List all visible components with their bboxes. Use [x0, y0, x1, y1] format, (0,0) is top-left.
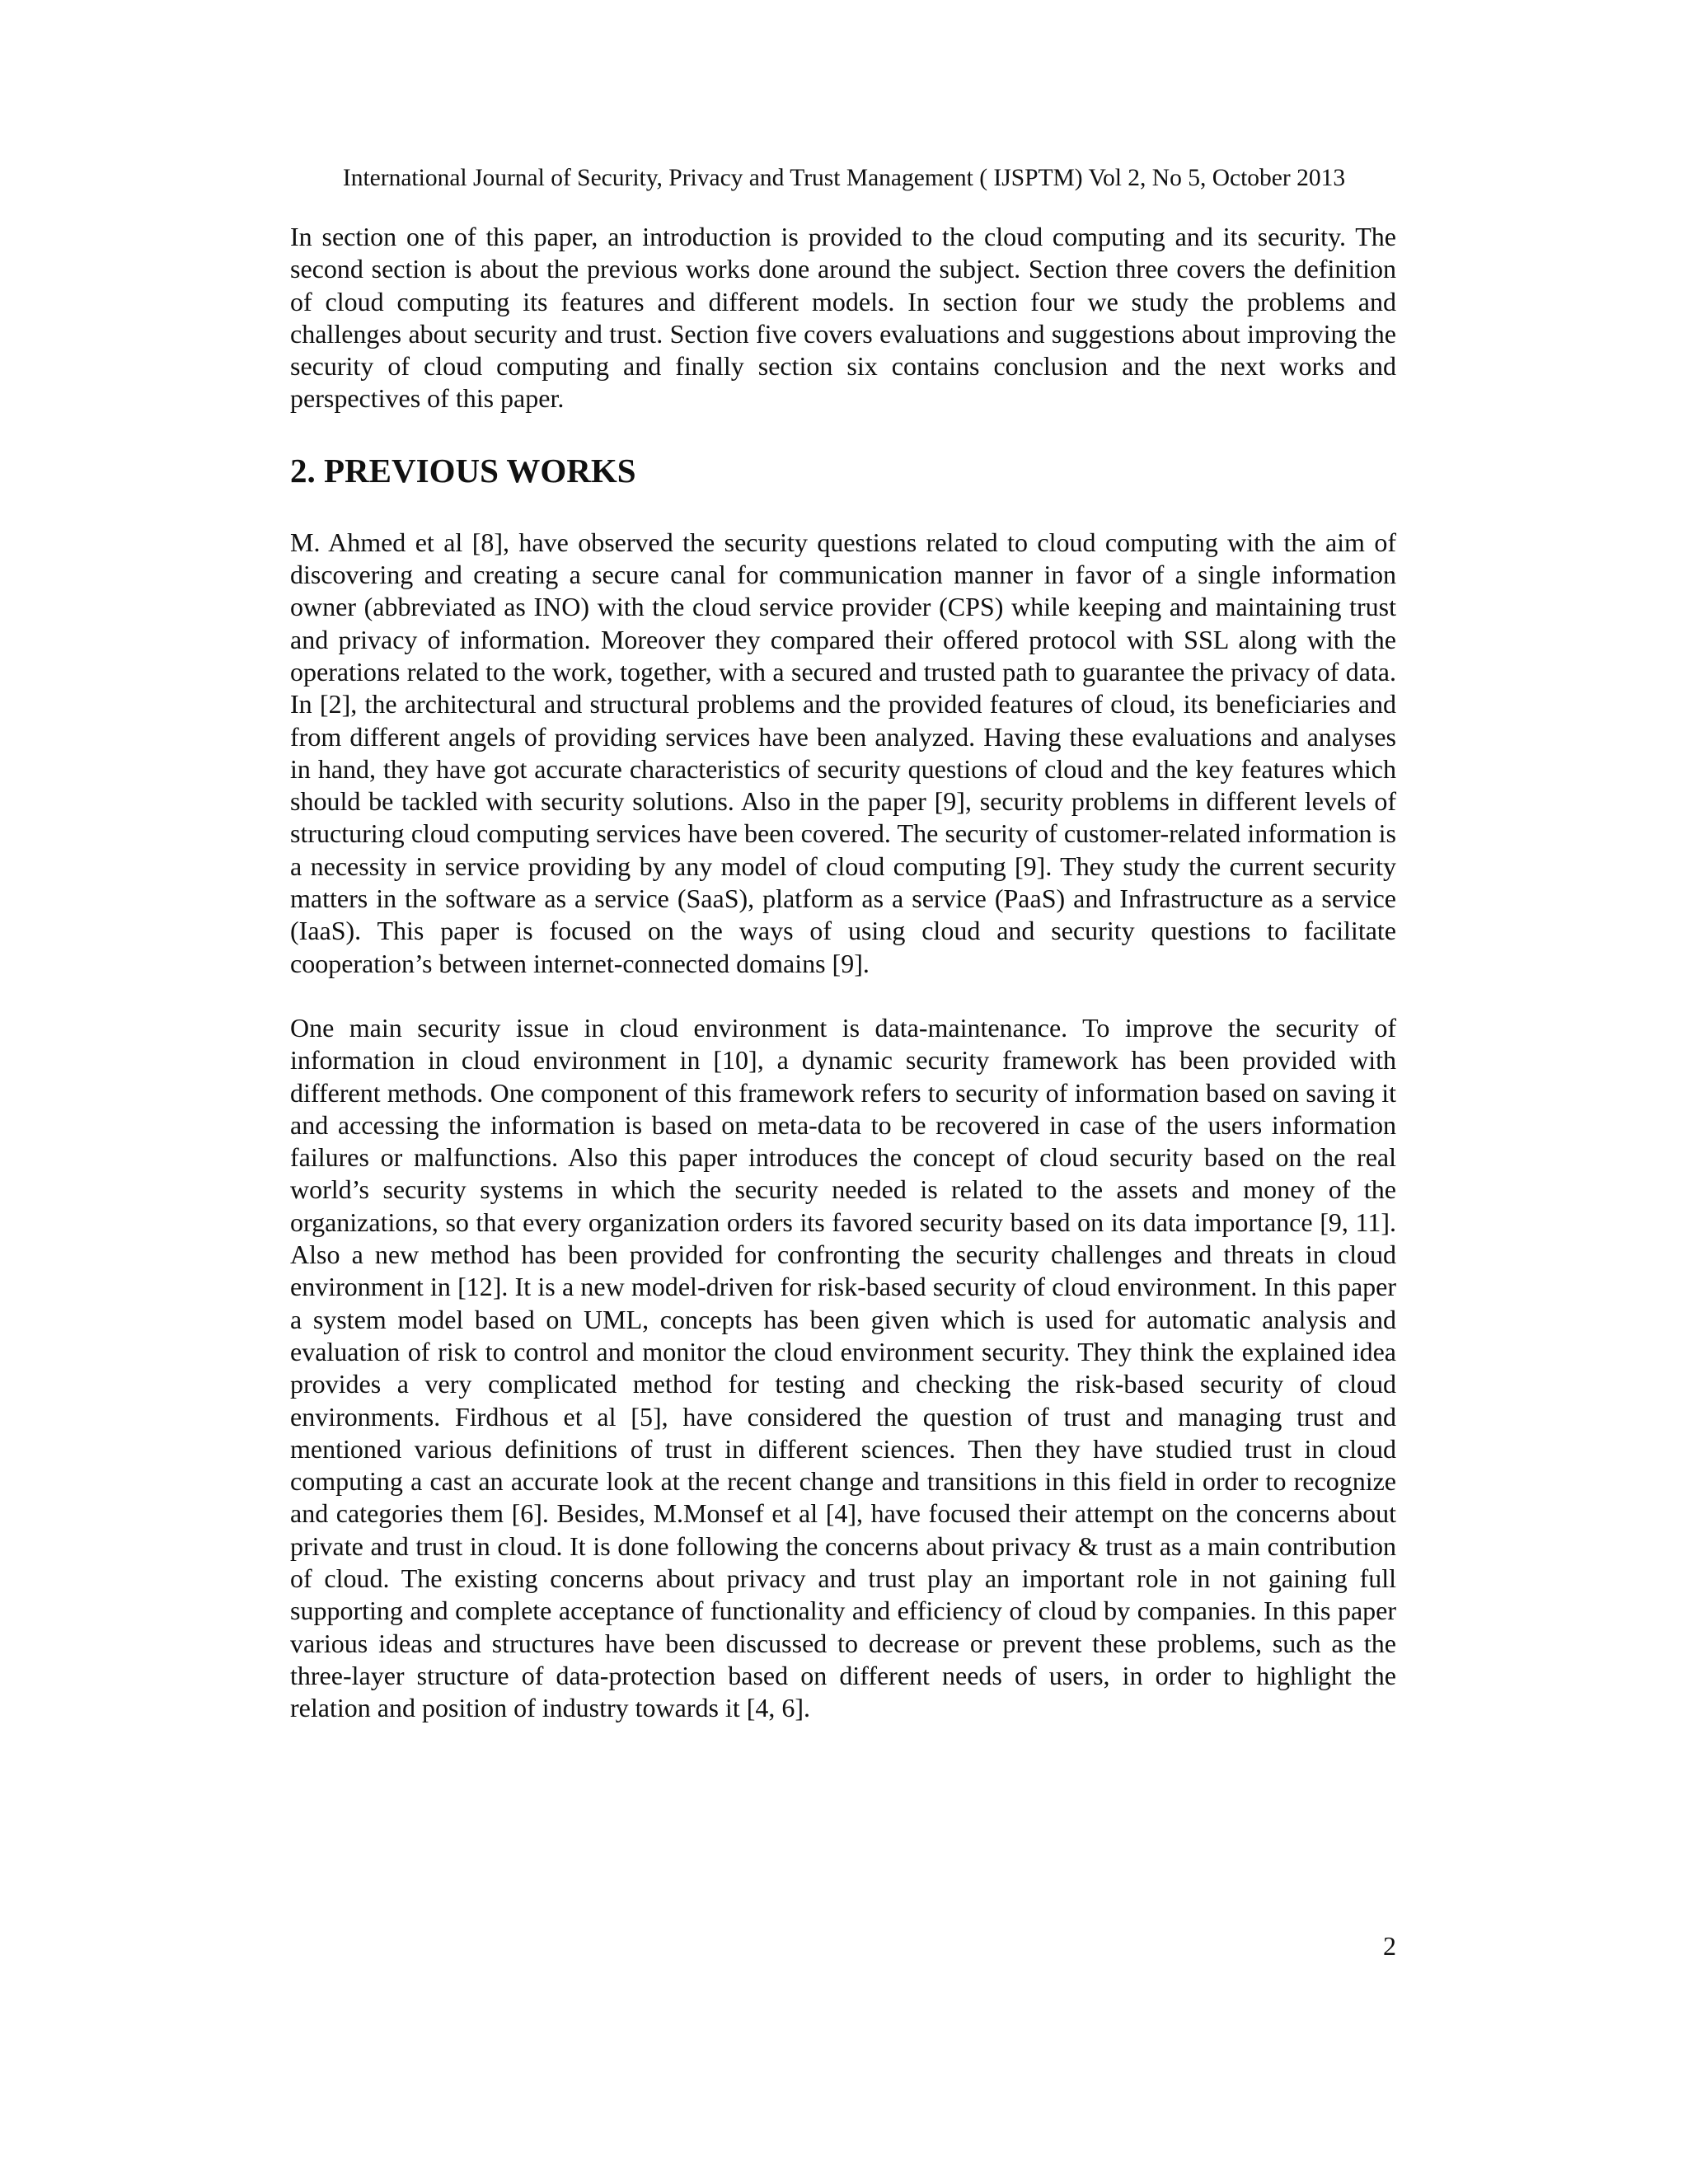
page-number: 2 — [1383, 1931, 1396, 1961]
body-paragraph: M. Ahmed et al [8], have observed the security questions related to cloud computing with the aim of discovering and creating a secure canal for communication manner in favor of a single information owner (abbreviated as INO) with the cloud service provider (CPS) while keeping and maintaining trust and privacy of information. Moreover they compared their offered protocol with SSL along with the operations related to the work, together, with a secured and trusted path to guarantee the privacy of data. In [2], the architectural and structural problems and the provided features of cloud, its beneficiaries and from different angels of providing services have been analyzed. Having these evaluations and analyses in hand, they have got accurate characteristics of security questions of cloud and the key features which should be tackled with security solutions. Also in the paper [9], security problems in different levels of structuring cloud computing services have been covered. The security of customer-related information is a necessity in service providing by any model of cloud computing [9]. They study the current security matters in the software as a service (SaaS), platform as a service (PaaS) and Infrastructure as a service (IaaS). This paper is focused on the ways of using cloud and security questions to facilitate cooperation’s between internet-connected domains [9]. — [290, 527, 1396, 978]
section-heading-previous-works: 2. PREVIOUS WORKS — [290, 451, 636, 490]
page-body — [290, 221, 1396, 1724]
running-header: International Journal of Security, Privacy and Trust Management ( IJSPTM) Vol 2, No 5, October 2013 — [342, 165, 1346, 191]
body-paragraph: One main security issue in cloud environment is data-maintenance. To improve the security of information in cloud environment in [10], a dynamic security framework has been provided with different methods. One component of this framework refers to security of information based on saving it and accessing the information is based on meta-data to be recovered in case of the users information failures or malfunctions. Also this paper introduces the concept of cloud security based on the real world’s security systems in which the security needed is related to the assets and money of the organizations, so that every organization orders its favored security based on its data importance [9, 11]. Also a new method has been provided for confronting the security challenges and threats in cloud environment in [12]. It is a new model-driven for risk-based security of cloud environment. In this paper a system model based on UML, concepts has been given which is used for automatic analysis and evaluation of risk to control and monitor the cloud environment security. They think the explained idea provides a very complicated method for testing and checking the risk-based security of cloud environments. Firdhous et al [5], have considered the question of trust and managing trust and mentioned various definitions of trust in different sciences. Then they have studied trust in cloud computing a cast an accurate look at the recent change and transitions in this field in order to recognize and categories them [6]. Besides, M.Monsef et al [4], have focused their attempt on the concerns about private and trust in cloud. It is done following the concerns about privacy & trust as a main contribution of cloud. The existing concerns about privacy and trust play an important role in not gaining full supporting and complete acceptance of functionality and efficiency of cloud by companies. In this paper various ideas and structures have been discussed to decrease or prevent these problems, such as the three-layer structure of data-protection based on different needs of users, in order to highlight the relation and position of industry towards it [4, 6]. — [290, 1012, 1396, 1723]
intro-paragraph: In section one of this paper, an introduction is provided to the cloud computing and its security. The second section is about the previous works done around the subject. Section three covers the definition of cloud computing its features and different models. In section four we study the problems and challenges about security and trust. Section five covers evaluations and suggestions about improving the security of cloud computing and finally section six contains conclusion and the next works and perspectives of this paper. — [290, 222, 1396, 414]
